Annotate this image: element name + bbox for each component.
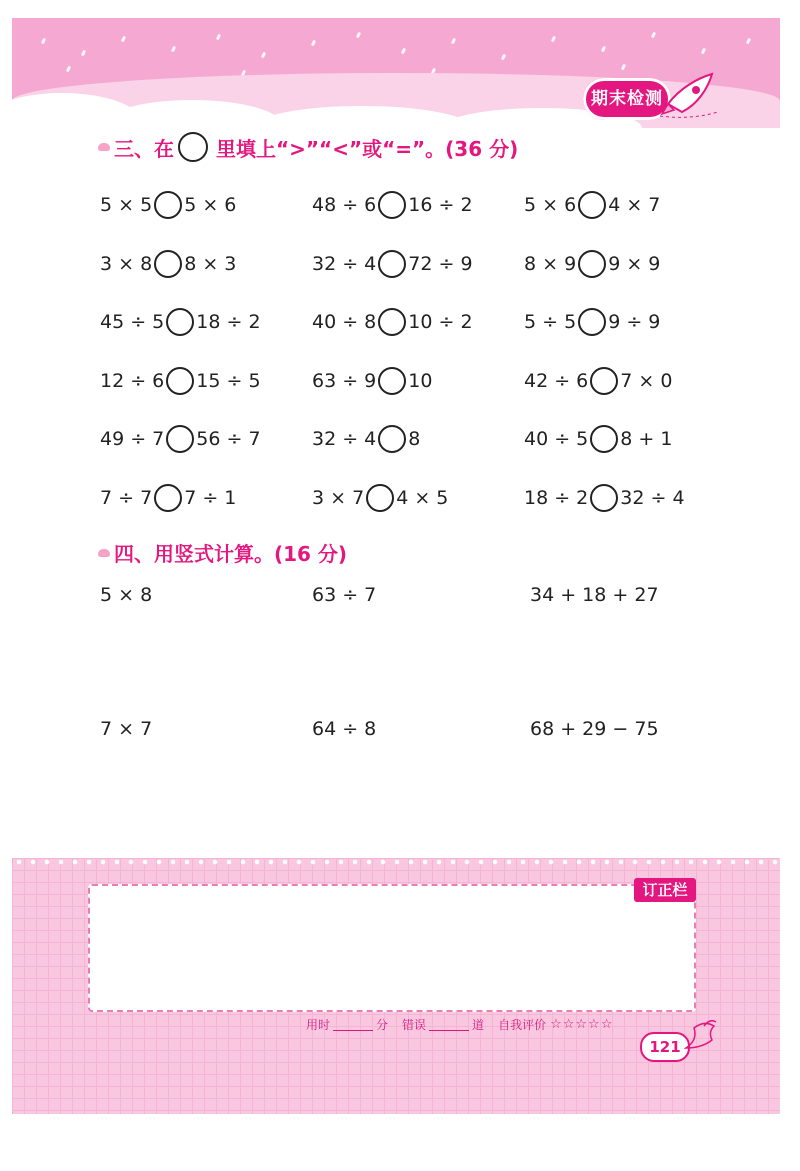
cloud-bullet-icon xyxy=(98,549,110,557)
right-expression: 9 × 9 xyxy=(608,253,661,275)
page-number: 121 xyxy=(640,1032,690,1062)
answer-circle[interactable] xyxy=(590,484,618,512)
left-expression: 40 ÷ 5 xyxy=(524,428,589,450)
left-expression: 48 ÷ 6 xyxy=(312,194,377,216)
comparison-item xyxy=(524,481,685,515)
answer-circle[interactable] xyxy=(154,484,182,512)
comparison-item xyxy=(100,481,236,515)
left-expression: 3 × 8 xyxy=(100,253,153,275)
answer-circle[interactable] xyxy=(378,250,406,278)
answer-circle[interactable] xyxy=(378,367,406,395)
left-expression: 3 × 7 xyxy=(312,487,365,509)
answer-circle[interactable] xyxy=(378,425,406,453)
comparison-item xyxy=(524,247,660,281)
cloud-bullet-icon xyxy=(98,143,110,151)
comparison-item xyxy=(100,247,236,281)
right-expression: 5 × 6 xyxy=(184,194,237,216)
rocket-icon xyxy=(660,68,720,118)
right-expression: 9 ÷ 9 xyxy=(608,311,661,333)
left-expression: 49 ÷ 7 xyxy=(100,428,165,450)
final-test-badge: 期末检测 xyxy=(583,78,671,120)
left-expression: 12 ÷ 6 xyxy=(100,370,165,392)
right-expression: 4 × 7 xyxy=(608,194,661,216)
answer-circle[interactable] xyxy=(590,367,618,395)
left-expression: 42 ÷ 6 xyxy=(524,370,589,392)
left-expression: 8 × 9 xyxy=(524,253,577,275)
section-3-title: 三、在 里填上“>”“<”或“=”。(36 分) xyxy=(98,132,518,162)
error-count-blank[interactable] xyxy=(429,1018,469,1031)
right-expression: 7 ÷ 1 xyxy=(184,487,237,509)
left-expression: 32 ÷ 4 xyxy=(312,428,377,450)
right-expression: 16 ÷ 2 xyxy=(408,194,473,216)
left-expression: 18 ÷ 2 xyxy=(524,487,589,509)
right-expression: 18 ÷ 2 xyxy=(196,311,261,333)
comparison-item xyxy=(524,364,672,398)
answer-circle[interactable] xyxy=(166,367,194,395)
left-expression: 63 ÷ 9 xyxy=(312,370,377,392)
right-expression: 8 × 3 xyxy=(184,253,237,275)
answer-circle[interactable] xyxy=(166,308,194,336)
right-expression: 56 ÷ 7 xyxy=(196,428,261,450)
vertical-calc-problem: 34 + 18 + 27 xyxy=(530,584,659,606)
circle-icon xyxy=(178,132,208,162)
comparison-item xyxy=(100,422,261,456)
answer-circle[interactable] xyxy=(166,425,194,453)
comparison-item xyxy=(100,364,261,398)
answer-circle[interactable] xyxy=(154,191,182,219)
comparison-item xyxy=(312,305,473,339)
right-expression: 10 ÷ 2 xyxy=(408,311,473,333)
correction-box[interactable] xyxy=(88,884,696,1012)
vertical-calc-problem: 64 ÷ 8 xyxy=(312,718,377,740)
self-check-row: 用时 分 错误 道 自我评价 ☆☆☆☆☆ xyxy=(306,1017,614,1032)
right-expression: 32 ÷ 4 xyxy=(620,487,685,509)
answer-circle[interactable] xyxy=(578,191,606,219)
vertical-calc-problem: 5 × 8 xyxy=(100,584,153,606)
right-expression: 72 ÷ 9 xyxy=(408,253,473,275)
vertical-calc-problem: 7 × 7 xyxy=(100,718,153,740)
left-expression: 32 ÷ 4 xyxy=(312,253,377,275)
comparison-item xyxy=(524,422,672,456)
ribbon-icon xyxy=(684,1018,718,1058)
left-expression: 5 ÷ 5 xyxy=(524,311,577,333)
comparison-item xyxy=(524,305,660,339)
comparison-item xyxy=(524,188,660,222)
left-expression: 5 × 6 xyxy=(524,194,577,216)
answer-circle[interactable] xyxy=(578,308,606,336)
left-expression: 5 × 5 xyxy=(100,194,153,216)
answer-circle[interactable] xyxy=(154,250,182,278)
vertical-calc-problem: 63 ÷ 7 xyxy=(312,584,377,606)
right-expression: 7 × 0 xyxy=(620,370,673,392)
right-expression: 8 + 1 xyxy=(620,428,673,450)
comparison-item xyxy=(100,305,261,339)
correction-label: 订正栏 xyxy=(634,878,696,902)
comparison-item xyxy=(312,188,473,222)
answer-circle[interactable] xyxy=(378,191,406,219)
vertical-calc-problem: 68 + 29 − 75 xyxy=(530,718,659,740)
comparison-item xyxy=(312,247,473,281)
answer-circle[interactable] xyxy=(578,250,606,278)
perforation-dots xyxy=(12,858,780,866)
left-expression: 40 ÷ 8 xyxy=(312,311,377,333)
comparison-item xyxy=(100,188,236,222)
comparison-item xyxy=(312,481,448,515)
answer-circle[interactable] xyxy=(378,308,406,336)
right-expression: 8 xyxy=(408,428,421,450)
left-expression: 45 ÷ 5 xyxy=(100,311,165,333)
right-expression: 4 × 5 xyxy=(396,487,449,509)
comparison-item xyxy=(312,364,432,398)
comparison-item xyxy=(312,422,420,456)
right-expression: 15 ÷ 5 xyxy=(196,370,261,392)
right-expression: 10 xyxy=(408,370,433,392)
rating-stars[interactable]: ☆☆☆☆☆ xyxy=(550,1017,614,1032)
answer-circle[interactable] xyxy=(590,425,618,453)
answer-circle[interactable] xyxy=(366,484,394,512)
left-expression: 7 ÷ 7 xyxy=(100,487,153,509)
time-blank[interactable] xyxy=(333,1018,373,1031)
section-4-title: 四、用竖式计算。(16 分) xyxy=(98,538,347,567)
